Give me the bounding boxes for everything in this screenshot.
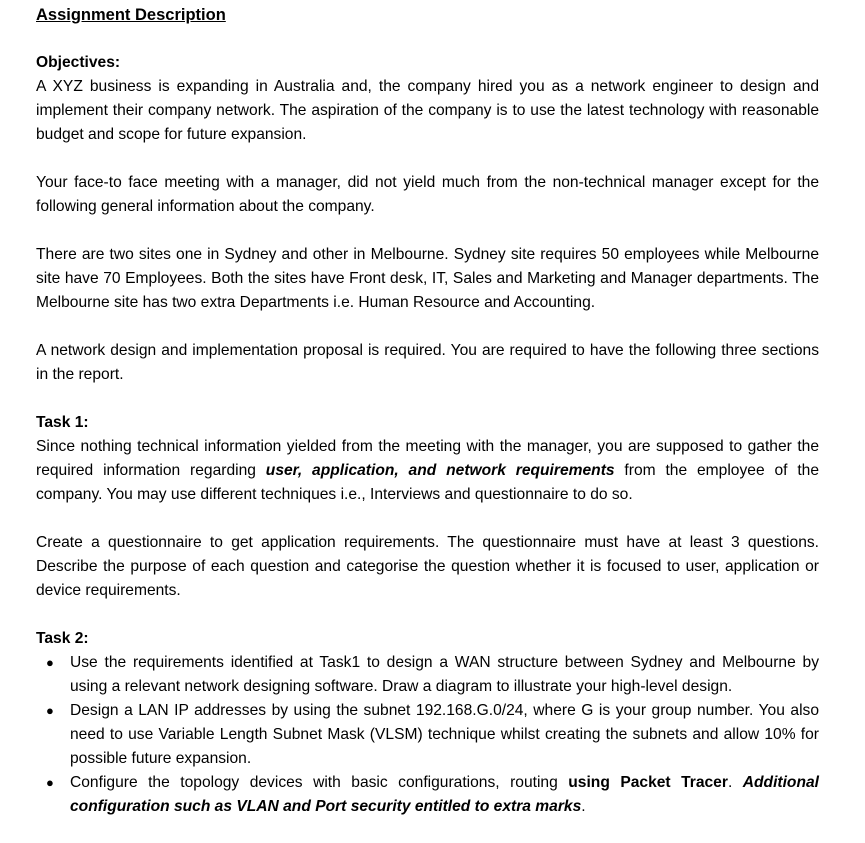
task2-item-config-extra: Additional configuration such as VLAN and Port security entitled to extra marks (70, 774, 819, 815)
spacer (36, 387, 819, 411)
task2-item-lan (46, 699, 819, 771)
bullet-icon: ● (46, 655, 54, 670)
task2-item-config (46, 771, 819, 819)
task2-item-config-end: . (581, 798, 586, 815)
spacer (36, 27, 819, 51)
task1-paragraph-2: Create a questionnaire to get application requirements. The questionnaire must have at least 3 questions. Describe the purpose of each question and categorise the question whether it is focused to user, application or device requirements. (36, 534, 819, 599)
task2-item-config-sep: . (727, 774, 743, 791)
spacer (36, 603, 819, 627)
bullet-icon: ● (46, 703, 54, 718)
task1-requirements-emphasis: user, application, and network requirements (265, 462, 615, 479)
task2-item-wan-text: Use the requirements identified at Task1 to design a WAN structure between Sydney and Melbourne by using a relevant network designing software. Draw a diagram to illustrate your high-level design. (70, 654, 819, 695)
objectives-section (36, 51, 819, 387)
task2-list (36, 651, 819, 819)
task1-heading: Task 1: (36, 414, 89, 431)
spacer (36, 147, 819, 171)
task2-item-config-text: Configure the topology devices with basic configurations, routing (70, 774, 569, 791)
task2-item-wan (46, 651, 819, 699)
bullet-icon: ● (46, 775, 54, 790)
task1-paragraph-1 (36, 435, 819, 507)
objectives-paragraph-2: Your face-to face meeting with a manager, did not yield much from the non-technical manager except for the following general information about the company. (36, 174, 819, 215)
task1-paragraph-1-end: from the employee of the company. You may use different techniques i.e., Interviews and questionnaire to do so. (36, 462, 820, 503)
spacer (36, 219, 819, 243)
objectives-paragraph-4: A network design and implementation proposal is required. You are required to have the following three sections in the report. (36, 342, 819, 383)
spacer (36, 507, 819, 531)
task1-section (36, 411, 819, 603)
task1-paragraph-1-text: Since nothing technical information yielded from the meeting with the manager, you are supposed to gather the required information regarding (36, 438, 819, 479)
objectives-heading: Objectives: (36, 54, 121, 71)
objectives-paragraph-1: A XYZ business is expanding in Australia and, the company hired you as a network engineer to design and implement their company network. The aspiration of the company is to use the latest technology with reasonable budget and scope for future expansion. (36, 78, 819, 143)
task2-item-lan-text: Design a LAN IP addresses by using the subnet 192.168.G.0/24, where G is your group number. You also need to use Variable Length Subnet Mask (VLSM) technique whilst creating the subnets and allow 10% for possible future expansion. (70, 702, 819, 767)
task2-section (36, 627, 819, 819)
spacer (36, 315, 819, 339)
objectives-paragraph-3: There are two sites one in Sydney and other in Melbourne. Sydney site requires 50 employees while Melbourne site have 70 Employees. Both the sites have Front desk, IT, Sales and Marketing and Manager departments. The Melbourne site has two extra Departments i.e. Human Resource and Accounting. (36, 246, 819, 311)
task2-item-config-tool: using Packet Tracer (568, 774, 728, 791)
task2-heading: Task 2: (36, 630, 89, 647)
document-title: Assignment Description (36, 6, 226, 24)
